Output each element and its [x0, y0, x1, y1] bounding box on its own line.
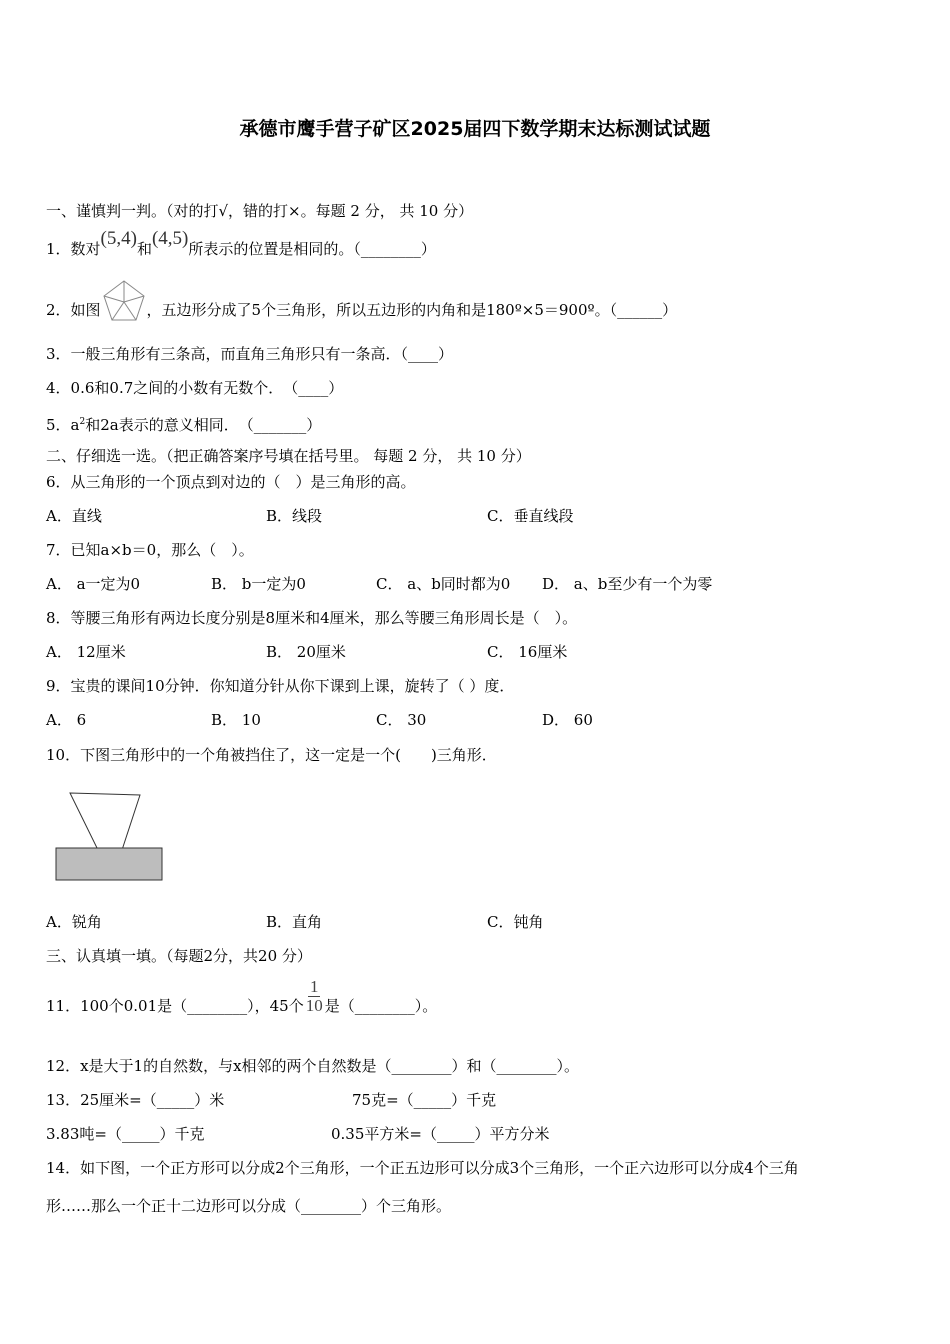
- q7-option-a: A． a一定为0: [46, 575, 141, 593]
- question-13-part-4: 0.35平方米=（_____）平方分米: [331, 1125, 550, 1143]
- q7-option-d: D． a、b至少有一个为零: [542, 575, 713, 593]
- q6-option-b: B．线段: [266, 507, 323, 525]
- question-13-part-3: 3.83吨=（_____）千克: [46, 1125, 205, 1143]
- question-7: 7．已知a×b＝0，那么（ ）。: [46, 541, 254, 559]
- q2-text: 2．如图: [46, 301, 101, 319]
- hidden-angle-triangle-figure: [54, 790, 166, 884]
- section-2-header: 二、仔细选一选。（把正确答案序号填在括号里。 每题 2 分， 共 10 分）: [46, 447, 531, 465]
- question-14-line-1: 14．如下图，一个正方形可以分成2个三角形，一个正五边形可以分成3个三角形，一个正六边形可以分成4个三角: [46, 1159, 799, 1177]
- question-5: [46, 412, 321, 435]
- question-9: 9．宝贵的课间10分钟．你知道分针从你下课到上课，旋转了（ ）度．: [46, 677, 515, 695]
- question-11: [46, 976, 438, 1016]
- q6-option-c: C．垂直线段: [487, 507, 574, 525]
- q11-text: 11．100个0.01是（________），45个: [46, 997, 304, 1015]
- q1-math-2: (4,5): [151, 228, 189, 249]
- question-3: 3．一般三角形有三条高，而直角三角形只有一条高．（____）: [46, 345, 454, 363]
- question-13-part-1: 13．25厘米=（_____）米: [46, 1091, 225, 1109]
- question-2: [46, 298, 677, 324]
- q9-option-b: B． 10: [211, 711, 261, 729]
- page-title: 承德市鹰手营子矿区2025届四下数学期末达标测试试题: [239, 118, 711, 140]
- q1-text-3: 所表示的位置是相同的。（________）: [188, 240, 436, 258]
- q1-text: 1．数对: [46, 240, 101, 258]
- q5-text: 5．a: [46, 416, 80, 434]
- question-6: 6．从三角形的一个顶点到对边的（ ）是三角形的高。: [46, 473, 416, 491]
- q6-option-a: A．直线: [46, 507, 102, 525]
- question-4: 4．0.6和0.7之间的小数有无数个． （____）: [46, 379, 344, 397]
- q10-option-b: B．直角: [266, 913, 323, 931]
- q10-option-a: A．锐角: [46, 913, 102, 931]
- q1-math-1: (5,4): [100, 228, 137, 249]
- q10-option-c: C．钝角: [487, 913, 544, 931]
- q9-option-a: A． 6: [46, 711, 87, 729]
- fraction-one-tenth: [306, 978, 323, 1015]
- q9-option-c: C． 30: [376, 711, 427, 729]
- section-1-header: 一、谨慎判一判。（对的打√，错的打×。每题 2 分， 共 10 分）: [46, 202, 474, 220]
- q7-option-c: C． a、b同时都为0: [376, 575, 511, 593]
- q8-option-c: C． 16厘米: [487, 643, 568, 661]
- q5-text-2: 和2a表示的意义相同． （_______）: [85, 416, 322, 434]
- question-8: 8．等腰三角形有两边长度分别是8厘米和4厘米，那么等腰三角形周长是（ ）。: [46, 609, 578, 627]
- q2-text-2: ，五边形分成了5个三角形，所以五边形的内角和是180º×5＝900º。（______）: [146, 301, 678, 319]
- q5-superscript: 2: [79, 417, 86, 427]
- question-10: 10．下图三角形中的一个角被挡住了，这一定是一个( )三角形．: [46, 746, 497, 764]
- q9-option-d: D． 60: [542, 711, 593, 729]
- question-1: [46, 228, 436, 259]
- question-14-line-2: 形……那么一个正十二边形可以分成（________）个三角形。: [46, 1197, 452, 1215]
- question-12: 12．x是大于1的自然数，与x相邻的两个自然数是（________）和（________）。: [46, 1057, 580, 1075]
- question-13-part-2: 75克=（_____）千克: [352, 1091, 497, 1109]
- q1-text-2: 和: [136, 240, 152, 258]
- q8-option-a: A． 12厘米: [46, 643, 126, 661]
- q7-option-b: B． b一定为0: [211, 575, 306, 593]
- fraction-denominator: 10: [305, 995, 323, 1015]
- pentagon-figure: [101, 278, 147, 324]
- q11-text-2: 是（________）。: [324, 997, 438, 1015]
- section-3-header: 三、认真填一填。（每题2分，共20 分）: [46, 947, 312, 965]
- fraction-numerator: 1: [309, 976, 319, 996]
- q8-option-b: B． 20厘米: [266, 643, 346, 661]
